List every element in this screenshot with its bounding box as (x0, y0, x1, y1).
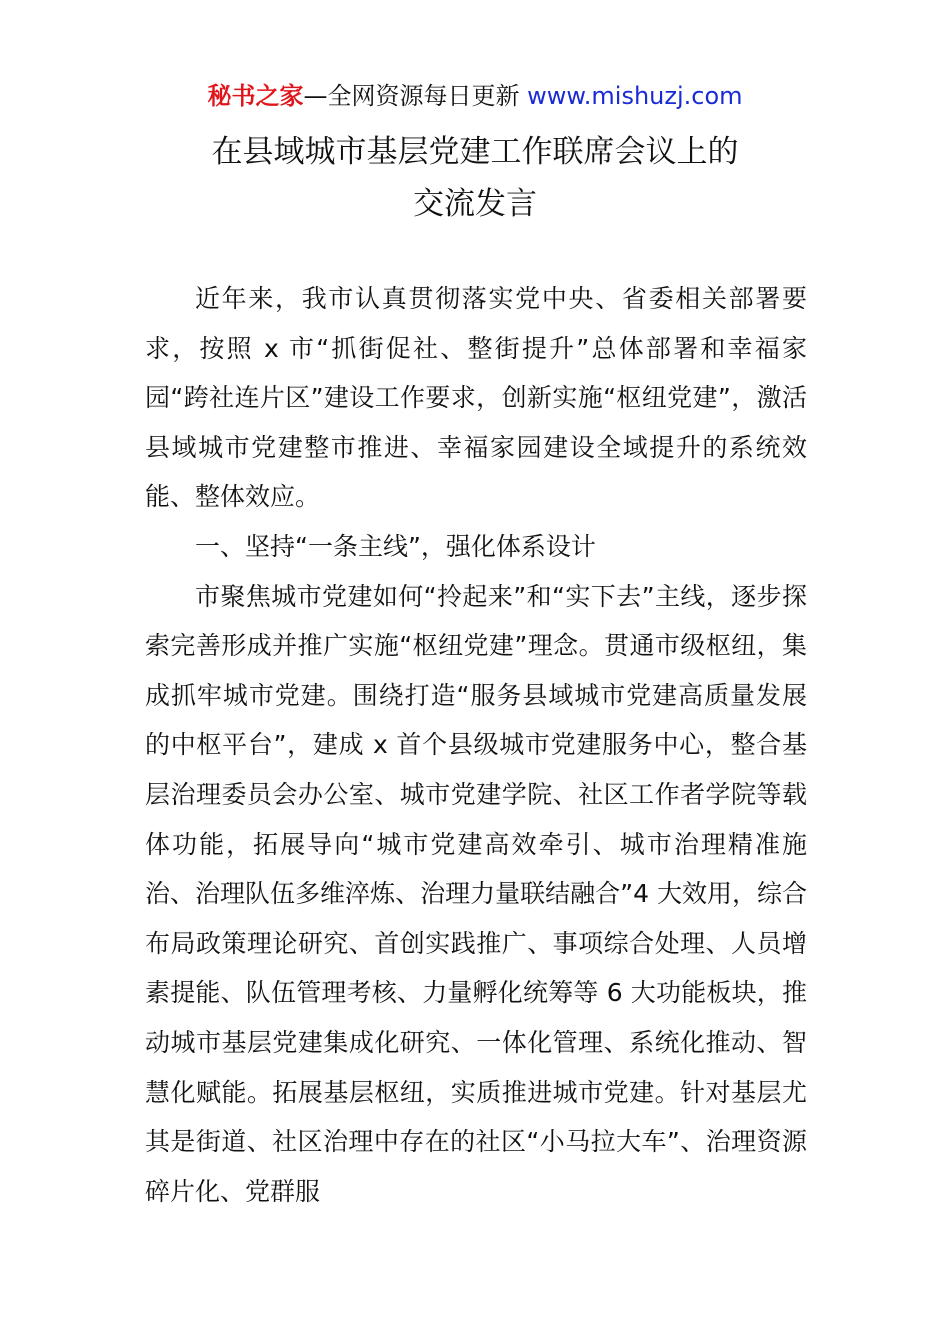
brand-name: 秘书之家 (207, 82, 304, 110)
site-url-link[interactable]: www.mishuzj.com (527, 82, 743, 110)
document-body (145, 274, 807, 1216)
title-line-1: 在县域城市基层党建工作联席会议上的 (211, 134, 739, 170)
site-banner (0, 80, 950, 112)
title-line-2: 交流发言 (413, 186, 537, 222)
banner-slogan: —全网资源每日更新 (303, 82, 528, 110)
body-paragraph-intro: 近年来，我市认真贯彻落实党中央、省委相关部署要求，按照 x 市“抓街促社、整街提升”总体部署和幸福家园“跨社连片区”建设工作要求，创新实施“枢纽党建”，激活县域城市党建整市推进、幸福家园建设全域提升的系统效能、整体效应。 (145, 284, 807, 512)
body-paragraph-section-1: 市聚焦城市党建如何“拎起来”和“实下去”主线，逐步探索完善形成并推广实施“枢纽党建”理念。贯通市级枢纽，集成抓牢城市党建。围绕打造“服务县域城市党建高质量发展的中枢平台”，建成 x 首个县级城市党建服务中心，整合基层治理委员会办公室、城市党建学院、社区工作者学院等载体功能，拓展导向“城市党建高效牵引、城市治理精准施治、治理队伍多维淬炼、治理力量联结融合”4 大效用，综合布局政策理论研究、首创实践推广、事项综合处理、人员增素提能、队伍管理考核、力量孵化统筹等 6 大功能板块，推动城市基层党建集成化研究、一体化管理、系统化推动、智慧化赋能。拓展基层枢纽，实质推进城市党建。针对基层尤其是街道、社区治理中存在的社区“小马拉大车”、治理资源碎片化、党群服 (145, 581, 807, 1206)
document-title (0, 126, 950, 230)
section-heading-1: 一、坚持“一条主线”，强化体系设计 (195, 531, 596, 561)
